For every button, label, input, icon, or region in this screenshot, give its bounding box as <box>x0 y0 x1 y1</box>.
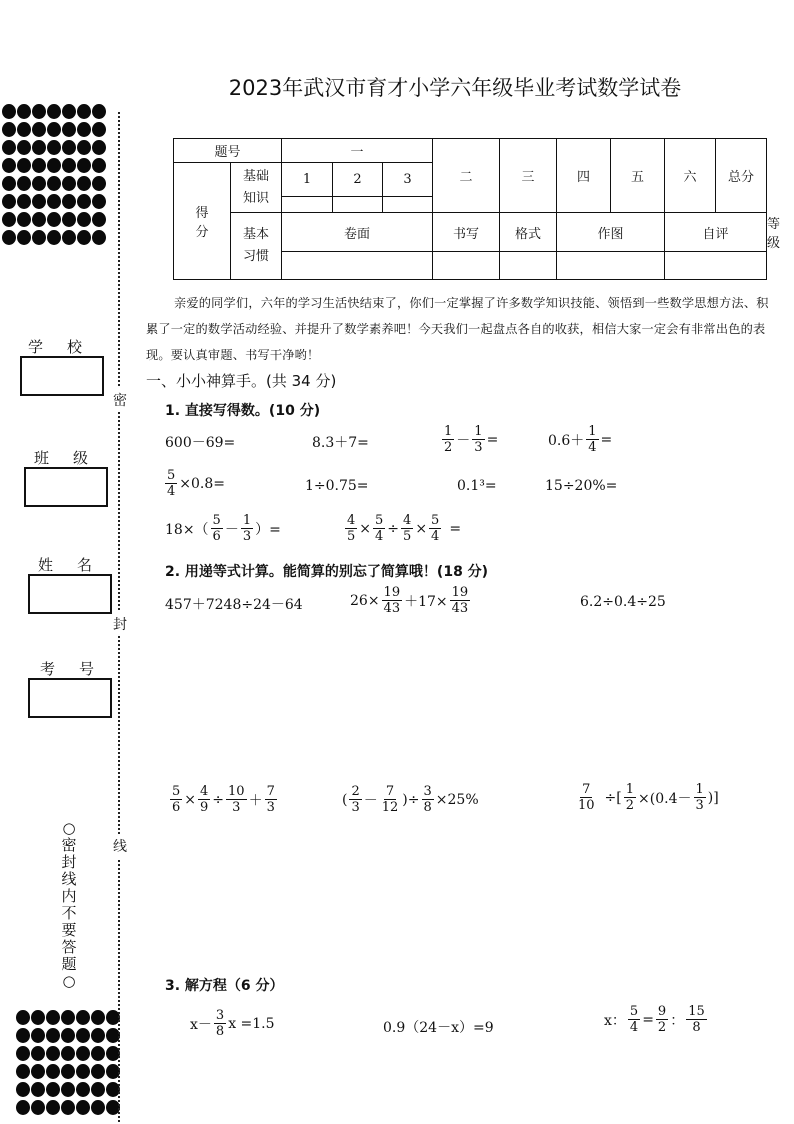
dot <box>76 1028 90 1043</box>
defen-label: 得分 <box>174 163 231 280</box>
dot <box>32 104 46 119</box>
dot <box>91 1082 105 1097</box>
q3-item-a: x－ 3 8 x =1.5 <box>190 1008 275 1039</box>
q2-heading: 2. 用递等式计算。能简算的别忘了简算哦！(18 分) <box>165 564 489 580</box>
dot <box>31 1082 45 1097</box>
dot <box>17 194 31 209</box>
q1-item-c: 1 2 － $\frac{1}{3}$ = <box>444 424 499 455</box>
name-field[interactable] <box>28 574 112 614</box>
habit-shuxie: 书写 <box>433 213 500 252</box>
header-si: 四 <box>557 139 611 213</box>
dot <box>32 158 46 173</box>
dot <box>77 176 91 191</box>
q3-item-c: x： $\frac{5}{4}$ = $\frac{9}{2}$ ： 15 8 <box>604 1004 705 1035</box>
dot <box>76 1064 90 1079</box>
header-total: 总分 <box>716 139 767 213</box>
dot <box>76 1010 90 1025</box>
dot <box>62 104 76 119</box>
sub-2: 2 <box>333 163 383 197</box>
dot <box>32 212 46 227</box>
dot <box>2 122 16 137</box>
dot <box>47 194 61 209</box>
seal-notice: ○密封线内不要答题○ <box>61 819 77 990</box>
dot <box>46 1010 60 1025</box>
dot <box>61 1046 75 1061</box>
dot <box>31 1028 45 1043</box>
dot <box>47 158 61 173</box>
dot <box>92 230 106 245</box>
dot <box>16 1010 30 1025</box>
dot <box>92 212 106 227</box>
dot-pattern-top <box>2 104 106 245</box>
q1-item-d: 0.6＋ $\frac{1}{4}$ = <box>548 424 613 455</box>
dot <box>16 1064 30 1079</box>
dot <box>77 212 91 227</box>
q2-item-b: 26× $\frac{19}{43}$ ＋17× $\frac{19}{43}$ <box>350 585 469 616</box>
dot <box>92 140 106 155</box>
dot <box>77 158 91 173</box>
sub-1: 1 <box>282 163 333 197</box>
dot <box>32 194 46 209</box>
header-liu: 六 <box>665 139 716 213</box>
dot <box>77 230 91 245</box>
header-san: 三 <box>500 139 557 213</box>
score-cell[interactable] <box>282 197 333 213</box>
dot <box>76 1100 90 1115</box>
dot <box>76 1046 90 1061</box>
dot <box>61 1064 75 1079</box>
jiben-label: 基本习惯 <box>231 213 282 280</box>
q3-item-b: 0.9（24－x）=9 <box>383 1020 494 1036</box>
dot <box>31 1046 45 1061</box>
q2-item-f: $\frac{7}{10}$ ÷[ $\frac{1}{2}$ ×(0.4－ 1 3 )] <box>578 782 719 813</box>
dot <box>32 176 46 191</box>
header-er: 二 <box>433 139 500 213</box>
dot <box>2 140 16 155</box>
score-cell[interactable] <box>665 252 767 280</box>
dot <box>46 1028 60 1043</box>
dot <box>61 1100 75 1115</box>
dot <box>91 1010 105 1025</box>
seal-char-xian: 线 <box>113 834 127 858</box>
dot <box>17 158 31 173</box>
dot <box>2 212 16 227</box>
dot-pattern-bottom <box>16 1010 120 1115</box>
dot <box>32 140 46 155</box>
seal-char-feng: 封 <box>113 612 127 636</box>
dot <box>47 122 61 137</box>
habit-geshi: 格式 <box>500 213 557 252</box>
score-cell[interactable] <box>282 252 433 280</box>
sub-3: 3 <box>383 163 433 197</box>
dot <box>61 1028 75 1043</box>
q1-item-f: 1÷0.75= <box>305 478 369 494</box>
habit-juanmian: 卷面 <box>282 213 433 252</box>
q1-item-g: 0.1³= <box>457 478 497 494</box>
dot <box>31 1100 45 1115</box>
dot <box>32 122 46 137</box>
dot <box>92 104 106 119</box>
dot <box>47 212 61 227</box>
q2-item-a: 457＋7248÷24－64 <box>165 597 303 613</box>
dot <box>16 1046 30 1061</box>
section-1-heading: 一、小小神算手。(共 34 分) <box>146 372 337 390</box>
dot <box>2 104 16 119</box>
dot <box>62 212 76 227</box>
dot <box>77 122 91 137</box>
dot <box>91 1046 105 1061</box>
class-field[interactable] <box>24 467 108 507</box>
q1-item-e: $\frac{5}{4}$ ×0.8= <box>167 468 226 499</box>
q1-item-h: 15÷20%= <box>545 478 618 494</box>
dot <box>62 140 76 155</box>
school-field[interactable] <box>20 356 104 396</box>
page-title: 2023年武汉市育才小学六年级毕业考试数学试卷 <box>228 76 682 100</box>
dot <box>92 194 106 209</box>
q1-item-j: $\frac{4}{5}$ × $\frac{5}{4}$ ÷ $\frac{4}{5}$ × $\frac{5}{4}$ = <box>347 513 462 544</box>
dot <box>77 104 91 119</box>
score-cell[interactable] <box>433 252 500 280</box>
dot <box>47 230 61 245</box>
dot <box>17 212 31 227</box>
dot <box>47 176 61 191</box>
dot <box>16 1082 30 1097</box>
habit-zuotu: 作图 <box>557 213 665 252</box>
dot <box>2 158 16 173</box>
dot <box>77 140 91 155</box>
dot <box>62 176 76 191</box>
dot <box>17 104 31 119</box>
dot <box>17 176 31 191</box>
dot <box>76 1082 90 1097</box>
dot <box>91 1028 105 1043</box>
dot <box>92 158 106 173</box>
q1-item-b: 8.3＋7= <box>312 435 369 451</box>
jichu-label: 基础知识 <box>231 163 282 213</box>
score-cell[interactable] <box>333 197 383 213</box>
dot <box>17 230 31 245</box>
dot <box>32 230 46 245</box>
dot <box>16 1100 30 1115</box>
dot <box>16 1028 30 1043</box>
dot <box>61 1082 75 1097</box>
header-tihao: 题号 <box>174 139 282 163</box>
score-cell[interactable] <box>383 197 433 213</box>
dot <box>31 1064 45 1079</box>
name-label: 姓名 <box>38 556 117 574</box>
dot <box>31 1010 45 1025</box>
q1-item-i: 18×（ 5 6 － 1 3 ）= <box>165 513 281 544</box>
dot <box>62 122 76 137</box>
dot <box>61 1010 75 1025</box>
header-yi: 一 <box>282 139 433 163</box>
q1-item-a: 600－69= <box>165 435 236 451</box>
exam-no-field[interactable] <box>28 678 112 718</box>
q2-item-e: ( 2 3 － 7 12 )÷ $\frac{3}{8}$ ×25% <box>342 784 479 815</box>
dot <box>47 104 61 119</box>
intro-paragraph: 亲爱的同学们，六年的学习生活快结束了，你们一定掌握了许多数学知识技能、领悟到一些数学思想方法、积累了一定的数学活动经验、并提升了数学素养吧！今天我们一起盘点各自的收获，相信大家一定会有非常出色的表现。要认真审题、书写干净哟！ <box>146 296 769 362</box>
dot <box>17 122 31 137</box>
dot <box>77 194 91 209</box>
q3-heading: 3. 解方程（6 分） <box>165 978 284 994</box>
dot <box>17 140 31 155</box>
dot <box>92 176 106 191</box>
dot <box>92 122 106 137</box>
dot <box>91 1064 105 1079</box>
dot <box>46 1100 60 1115</box>
score-table: 题号 一 二 三 四 五 六 总分 得分 基础知识 1 2 3 基本习惯 卷面 书写 格式 作图 自评 等级 <box>173 138 767 280</box>
class-label: 班级 <box>34 449 113 467</box>
dot <box>62 230 76 245</box>
dot <box>46 1082 60 1097</box>
header-wu: 五 <box>611 139 665 213</box>
dot <box>62 194 76 209</box>
dot <box>46 1046 60 1061</box>
score-cell[interactable] <box>557 252 665 280</box>
dot <box>2 194 16 209</box>
dot <box>91 1100 105 1115</box>
habit-ziping: 自评 <box>665 213 767 252</box>
dot <box>2 176 16 191</box>
school-label: 学校 <box>28 338 107 356</box>
dot <box>2 230 16 245</box>
exam-no-label: 考号 <box>40 660 119 678</box>
q1-heading: 1. 直接写得数。(10 分) <box>165 403 321 419</box>
dot <box>46 1064 60 1079</box>
score-cell[interactable] <box>500 252 557 280</box>
seal-char-mi: 密 <box>113 388 127 412</box>
q2-item-d: $\frac{5}{6}$ × $\frac{4}{9}$ ÷ $\frac{10}{3}$ ＋ 7 3 <box>172 784 275 815</box>
dot <box>62 158 76 173</box>
dot <box>47 140 61 155</box>
q2-item-c: 6.2÷0.4÷25 <box>580 594 666 610</box>
